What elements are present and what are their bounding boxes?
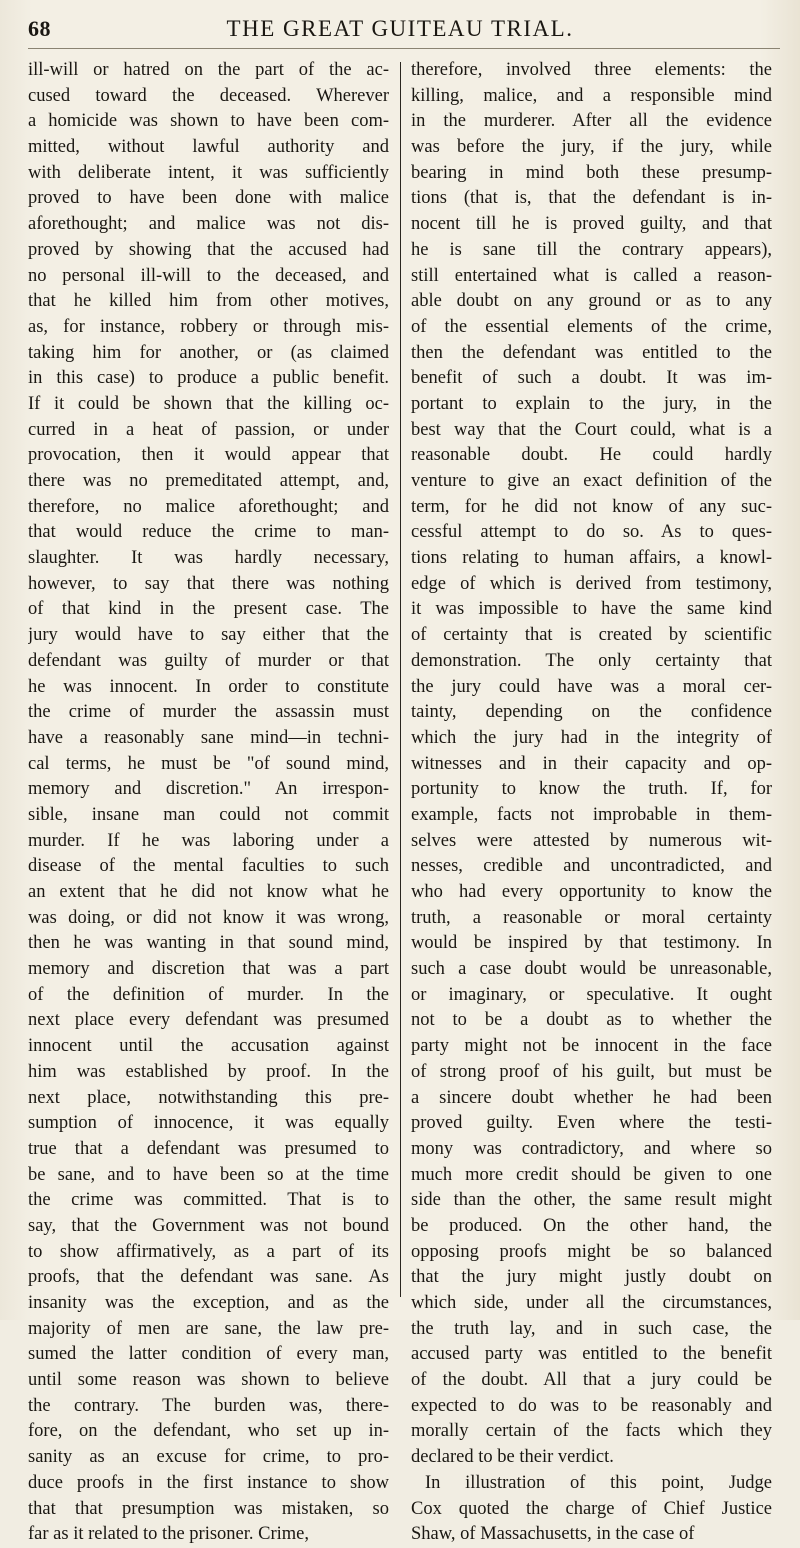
text-line: tions relating to human affairs, a knowl- <box>411 548 772 569</box>
text-line: Cox quoted the charge of Chief Justice <box>411 1498 772 1519</box>
text-line: proved by showing that the accused had <box>28 239 389 260</box>
text-line: truth, a reasonable or moral certainty <box>411 907 772 928</box>
text-line: able doubt on any ground or as to any <box>411 291 772 312</box>
text-line: of strong proof of his guilt, but must be <box>411 1061 772 1082</box>
text-line: best way that the Court could, what is a <box>411 419 772 440</box>
text-line: selves were attested by numerous wit- <box>411 830 772 851</box>
text-line: a homicide was shown to have been com- <box>28 111 389 132</box>
text-line: proofs, that the defendant was sane. As <box>28 1267 389 1288</box>
text-line: mitted, without lawful authority and <box>28 137 389 158</box>
text-line: reasonable doubt. He could hardly <box>411 445 772 466</box>
text-line: in this case) to produce a public benefit. <box>28 368 389 389</box>
text-line: that would reduce the crime to man- <box>28 522 389 543</box>
text-line: next place, notwithstanding this pre- <box>28 1087 389 1108</box>
text-line: say, that the Government was not bound <box>28 1215 389 1236</box>
text-line: with deliberate intent, it was sufficiently <box>28 162 389 183</box>
text-line: party might not be innocent in the face <box>411 1036 772 1057</box>
column-divider <box>400 62 401 1297</box>
text-line: him was established by proof. In the <box>28 1061 389 1082</box>
text-line: insanity was the exception, and as the <box>28 1293 389 1313</box>
text-line: he was innocent. In order to constitute <box>28 676 389 697</box>
left-column <box>28 58 389 1548</box>
text-line: the crime was committed. That is to <box>28 1190 389 1211</box>
text-line: defendant was guilty of murder or that <box>28 650 389 671</box>
text-line: If it could be shown that the killing oc- <box>28 393 389 414</box>
text-line: aforethought; and malice was not dis- <box>28 214 389 235</box>
text-line: was doing, or did not know it was wrong, <box>28 907 389 928</box>
page-number: 68 <box>28 16 51 41</box>
text-line: duce proofs in the first instance to show <box>28 1472 389 1493</box>
text-line: provocation, then it would appear that <box>28 445 389 466</box>
text-line: bearing in mind both these presump- <box>411 162 772 183</box>
text-line: much more credit should be given to one <box>411 1164 772 1185</box>
text-line: no personal ill-will to the deceased, and <box>28 265 389 286</box>
text-line: was before the jury, if the jury, while <box>411 137 772 158</box>
text-line: taking him for another, or (as claimed <box>28 342 389 363</box>
text-line: that that presumption was mistaken, so <box>28 1498 389 1519</box>
text-line: slaughter. It was hardly necessary, <box>28 548 389 569</box>
text-line: nesses, credible and uncontradicted, and <box>411 856 772 877</box>
text-line: next place every defendant was presumed <box>28 1010 389 1031</box>
text-line: have a reasonably sane mind—in techni- <box>28 727 389 748</box>
text-line: declared to be their verdict. <box>411 1447 614 1468</box>
text-line: expected to do was to be reasonably and <box>411 1395 772 1416</box>
text-line: the truth lay, and in such case, the <box>411 1318 772 1339</box>
text-line: innocent until the accusation against <box>28 1036 389 1057</box>
text-line: be produced. On the other hand, the <box>411 1215 772 1236</box>
text-line: witnesses and in their capacity and op- <box>411 753 772 774</box>
right-column <box>411 58 772 1548</box>
text-line: cal terms, he must be "of sound mind, <box>28 753 389 774</box>
text-line: still entertained what is called a reason- <box>411 265 772 286</box>
text-line: it was impossible to have the same kind <box>411 599 772 620</box>
header-rule <box>28 48 780 49</box>
text-line: accused party was entitled to the benefit <box>411 1344 772 1365</box>
text-line: then he was wanting in that sound mind, <box>28 933 389 954</box>
text-line: sanity as an excuse for crime, to pro- <box>28 1447 389 1468</box>
text-line: of the essential elements of the crime, <box>411 316 772 337</box>
text-line: proved guilty. Even where the testi- <box>411 1113 772 1134</box>
text-line: term, for he did not know of any suc- <box>411 496 772 517</box>
text-line: tions (that is, that the defendant is in- <box>411 188 772 209</box>
text-line: not to be a doubt as to whether the <box>411 1010 772 1031</box>
text-line: side than the other, the same result might <box>411 1190 772 1211</box>
text-line: memory and discretion that was a part <box>28 959 389 980</box>
text-line: opposing proofs might be so balanced <box>411 1241 772 1262</box>
text-line: proved to have been done with malice <box>28 188 389 209</box>
text-line: sible, insane man could not commit <box>28 804 389 825</box>
text-line: memory and discretion." An irrespon- <box>28 779 389 800</box>
text-columns <box>28 58 780 1545</box>
text-line: the contrary. The burden was, there- <box>28 1395 389 1416</box>
running-head <box>28 14 772 50</box>
text-line: In illustration of this point, Judge <box>425 1472 772 1493</box>
text-line: however, to say that there was nothing <box>28 573 389 594</box>
text-line: Shaw, of Massachusetts, in the case of <box>411 1524 695 1545</box>
text-line: true that a defendant was presumed to <box>28 1138 389 1159</box>
text-line: majority of men are sane, the law pre- <box>28 1318 389 1339</box>
text-line: of the definition of murder. In the <box>28 984 389 1005</box>
text-line: fore, on the defendant, who set up in- <box>28 1421 389 1442</box>
text-line: therefore, no malice aforethought; and <box>28 496 389 517</box>
text-line: nocent till he is proved guilty, and that <box>411 214 772 235</box>
text-line: the jury could have was a moral cer- <box>411 676 772 697</box>
text-line: in the murderer. After all the evidence <box>411 111 772 132</box>
text-line: he is sane till the contrary appears), <box>411 239 772 260</box>
text-line: until some reason was shown to believe <box>28 1370 389 1391</box>
text-line: curred in a heat of passion, or under <box>28 419 389 440</box>
text-line: which side, under all the circumstances, <box>411 1293 772 1313</box>
text-line: or imaginary, or speculative. It ought <box>411 984 772 1005</box>
text-line: venture to give an exact definition of the <box>411 471 772 491</box>
text-line: portunity to know the truth. If, for <box>411 779 772 800</box>
text-line: sumed the latter condition of every man, <box>28 1344 389 1365</box>
text-line: murder. If he was laboring under a <box>28 830 389 851</box>
text-line: would be inspired by that testimony. In <box>411 933 772 954</box>
text-line: that the jury might justly doubt on <box>411 1267 772 1288</box>
text-line: as, for instance, robbery or through mis- <box>28 316 389 337</box>
text-line: jury would have to say either that the <box>28 625 389 646</box>
text-line: ill-will or hatred on the part of the ac- <box>28 60 389 80</box>
text-line: to show affirmatively, as a part of its <box>28 1241 389 1262</box>
text-line: far as it related to the prisoner. Crime, <box>28 1524 310 1545</box>
running-title: THE GREAT GUITEAU TRIAL. <box>226 16 574 41</box>
text-line: that he killed him from other motives, <box>28 291 389 312</box>
text-line: mony was contradictory, and where so <box>411 1138 772 1159</box>
text-line: example, facts not improbable in them- <box>411 804 772 825</box>
text-line: of that kind in the present case. The <box>28 599 389 620</box>
text-line: then the defendant was entitled to the <box>411 342 772 363</box>
text-line: who had every opportunity to know the <box>411 882 772 902</box>
text-line: cused toward the deceased. Wherever <box>28 85 389 106</box>
text-line: of the doubt. All that a jury could be <box>411 1370 772 1391</box>
text-line: which the jury had in the integrity of <box>411 727 772 748</box>
text-line: such a case doubt would be unreasonable, <box>411 959 772 980</box>
text-line: therefore, involved three elements: the <box>411 60 772 80</box>
text-line: tainty, depending on the confidence <box>411 702 772 723</box>
text-line: demonstration. The only certainty that <box>411 650 772 671</box>
text-line: portant to explain to the jury, in the <box>411 393 772 414</box>
text-line: the crime of murder the assassin must <box>28 702 389 723</box>
text-line: cessful attempt to do so. As to ques- <box>411 522 772 543</box>
text-line: morally certain of the facts which they <box>411 1421 772 1442</box>
text-line: sumption of innocence, it was equally <box>28 1113 389 1134</box>
text-line: benefit of such a doubt. It was im- <box>411 368 772 389</box>
text-line: edge of which is derived from testimony, <box>411 573 772 594</box>
text-line: killing, malice, and a responsible mind <box>411 85 772 106</box>
text-line: of certainty that is created by scientific <box>411 625 772 646</box>
text-line: a sincere doubt whether he had been <box>411 1087 772 1108</box>
text-line: there was no premeditated attempt, and, <box>28 471 389 491</box>
text-line: disease of the mental faculties to such <box>28 856 389 877</box>
text-line: an extent that he did not know what he <box>28 882 389 902</box>
text-line: be sane, and to have been so at the time <box>28 1164 389 1185</box>
